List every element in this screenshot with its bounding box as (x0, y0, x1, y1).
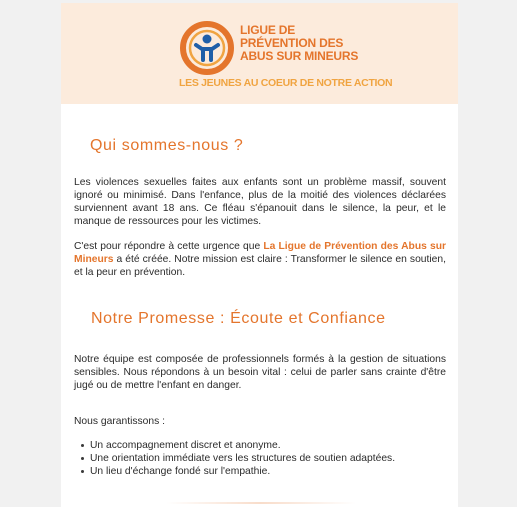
about-paragraph-2-start: C'est pour répondre à cette urgence que (74, 241, 264, 252)
logo-title: LIGUE DE PRÉVENTION DES ABUS SUR MINEURS (240, 23, 359, 63)
logo-tagline: LES JEUNES AU COEUR DE NOTRE ACTION (179, 77, 393, 89)
list-item: Un lieu d'échange fondé sur l'empathie. (81, 465, 395, 478)
guarantee-intro: Nous garantissons : (74, 416, 166, 427)
promise-paragraph: Notre équipe est composée de professionnels formés à la gestion de situations sensibles. Nous répondons à un besoin vital : celui de parler sans crainte d'être jugé ou de mettre l'enfant en danger. (74, 354, 446, 391)
about-heading: Qui sommes-nous ? (90, 137, 244, 154)
about-paragraph-1: Les violences sexuelles faites aux enfants sont un problème massif, souvent ignoré ou minimisé. Dans l'enfance, plus de la moitié des violences déclarées surviennent avant 18 ans. Ce fléau s'épanouit dans le silence, la peur, et le manque de ressources pour les victimes. (74, 177, 446, 227)
section-divider (166, 502, 356, 504)
child-in-circle-icon (177, 18, 237, 78)
about-paragraph-2-end: a été créée. Notre mission est claire : Transformer le silence en soutien, et la peur en prévention. (74, 254, 446, 278)
list-item: Une orientation immédiate vers les structures de soutien adaptées. (81, 452, 395, 465)
guarantee-list (81, 439, 395, 478)
header-banner (61, 3, 458, 104)
list-item: Un accompagnement discret et anonyme. (81, 439, 395, 452)
brand-name-highlight: La Ligue de Prévention des Abus sur Mineurs (74, 241, 446, 265)
about-paragraph-2 (74, 240, 446, 279)
promise-heading: Notre Promesse : Écoute et Confiance (91, 310, 386, 327)
newsletter-page (61, 3, 458, 507)
